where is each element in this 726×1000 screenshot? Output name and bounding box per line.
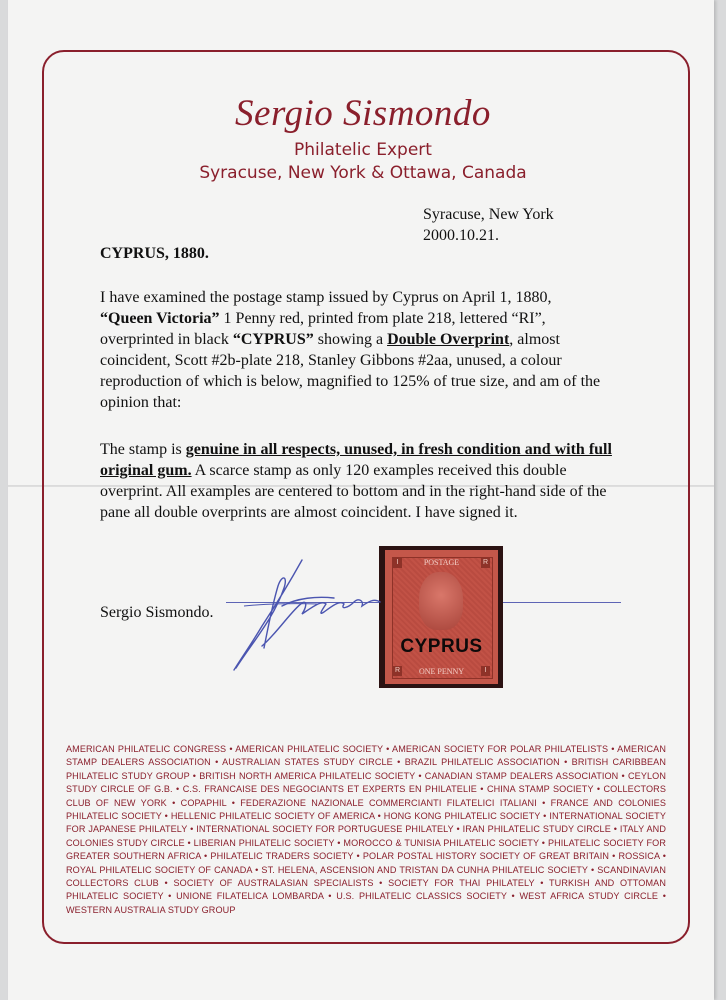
para1-text-1: I have examined the postage stamp issued by Cyprus on April 1, 1880,	[100, 289, 552, 306]
handwritten-signature	[222, 548, 392, 678]
para1-text-8: , almost coincident, Scott #2b-plate 218, Stanley Gibbons #2aa, unused, a colour reproduction of which is below, magnified to 125% of true size, and am of the opinion that:	[100, 331, 601, 411]
stamp-overprint: CYPRUS	[400, 636, 483, 657]
para1-stamp-name: “Queen Victoria”	[100, 310, 220, 327]
expert-title: Philatelic Expert	[294, 140, 432, 160]
queen-victoria-portrait	[419, 572, 463, 630]
para2-text-1: The stamp is	[100, 441, 186, 458]
stamp-body	[385, 550, 498, 684]
opinion-paragraph	[100, 439, 625, 523]
certificate-date: 2000.10.21.	[423, 227, 499, 244]
signer-name: Sergio Sismondo.	[100, 604, 214, 621]
stamp-postage-text: POSTAGE	[423, 558, 460, 567]
expert-location: Syracuse, New York & Ottawa, Canada	[199, 163, 527, 183]
stamp-value-text: ONE PENNY	[418, 667, 465, 676]
para2-text-3: A scarce stamp as only 120 examples received this double overprint. All examples are centered to bottom and in the right-hand side of the pane all double overprints are almost coincident. I have signed it.	[100, 462, 607, 521]
para1-double-overprint: Double Overprint	[387, 331, 510, 348]
para1-text-4: overprinted in black	[100, 331, 233, 348]
stamp-heading: CYPRUS, 1880.	[100, 245, 209, 262]
place-date-block	[423, 204, 554, 246]
para1-text-3: 1 Penny red, printed from plate 218, lettered “RI”,	[219, 310, 546, 327]
stamp-image	[379, 546, 503, 688]
certificate-place: Syracuse, New York	[423, 206, 554, 223]
stamp-corner-letter-bl: R	[394, 667, 401, 674]
para1-text-6: showing a	[313, 331, 388, 348]
stamp-corner-letter-tr: R	[482, 559, 489, 566]
examination-paragraph	[100, 287, 625, 413]
para1-overprint-name: “CYPRUS”	[232, 331, 314, 348]
stamp-corner-letter-br: I	[481, 666, 490, 676]
para2-verdict: genuine in all respects, unused, in fresh condition and with full original gum.	[100, 441, 612, 479]
societies-membership-list: AMERICAN PHILATELIC CONGRESS • AMERICAN PHILATELIC SOCIETY • AMERICAN SOCIETY FOR POLAR PHILATELISTS • AMERICAN STAMP DEALERS ASSOCIATION • AUSTRALIAN STATES STUDY CIRCLE • BRAZIL PHILATELIC ASSOCIATION • BRITISH CARIBBEAN PHILATELIC STUDY GROUP • BRITISH NORTH AMERICA PHILATELIC SOCIETY • CANADIAN STAMP DEALERS ASSOCIATION • CEYLON STUDY CIRCLE OF G.B. • C.S. FRANCAISE DES NEGOCIANTS ET EXPERTS EN PHILATELIE • CHINA STAMP SOCIETY • COLLECTORS CLUB OF NEW YORK • COPAPHIL • FEDERAZIONE NAZIONALE COMMERCIANTI FILATELICI ITALIANI • FRANCE AND COLONIES PHILATELIC SOCIETY • HELLENIC PHILATELIC SOCIETY OF AMERICA • HONG KONG PHILATELIC SOCIETY • INTERNATIONAL SOCIETY FOR JAPANESE PHILATELY • INTERNATIONAL SOCIETY FOR PORTUGUESE PHILATELY • IRAN PHILATELIC STUDY CIRCLE • ITALY AND COLONIES STUDY CIRCLE • LIBERIAN PHILATELIC SOCIETY • MOROCCO & TUNISIA PHILATELIC SOCIETY • PHILATELIC SOCIETY FOR GREATER SOUTHERN AFRICA • PHILATELIC TRADERS SOCIETY • POLAR POSTAL HISTORY SOCIETY OF GREAT BRITAIN • ROSSICA • ROYAL PHILATELIC SOCIETY OF CANADA • ST. HELENA, ASCENSION AND TRISTAN DA CUNHA PHILATELIC SOCIETY • SCANDINAVIAN COLLECTORS CLUB • SOCIETY OF AUSTRALASIAN SPECIALISTS • SOCIETY FOR THAI PHILATELY • TURKISH AND OTTOMAN PHILATELIC SOCIETY • UNIONE FILATELICA LOMBARDA • U.S. PHILATELIC CLASSICS SOCIETY • WEST AFRICA STUDY CIRCLE • WESTERN AUSTRALIA STUDY GROUP	[66, 744, 666, 915]
expert-name: Sergio Sismondo	[235, 93, 491, 134]
stamp-corner-letter-tl: I	[393, 558, 402, 568]
